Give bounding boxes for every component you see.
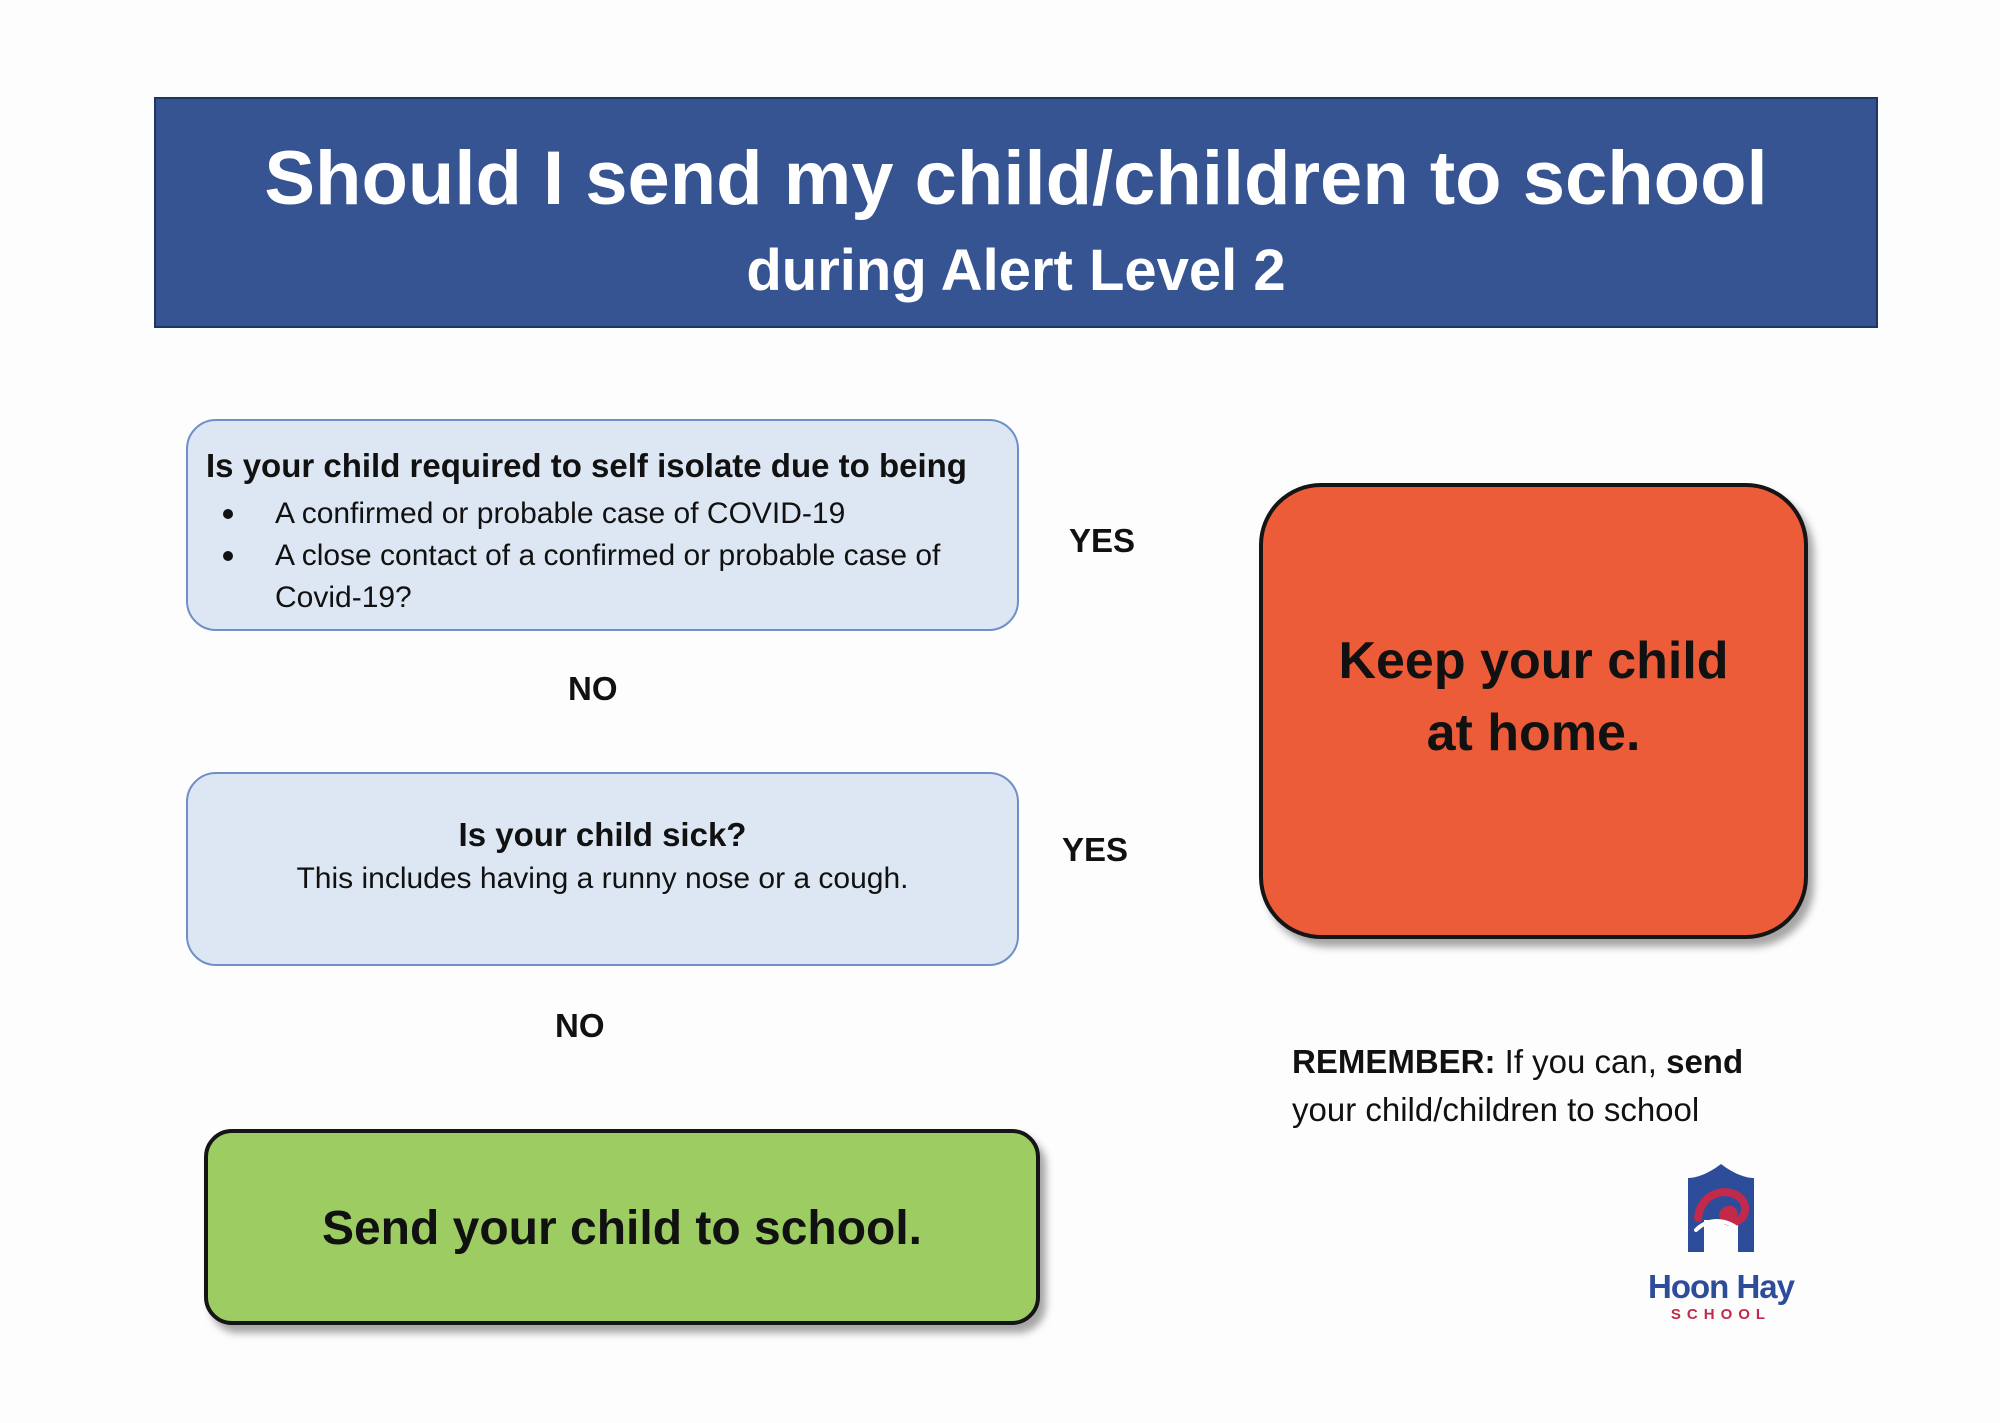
outcome-send-school-text: Send your child to school.	[321, 1202, 923, 1255]
logo-subtitle: SCHOOL	[1670, 1306, 1772, 1323]
page-title: Should I send my child/children to school	[264, 136, 1768, 221]
bullet-icon	[223, 551, 233, 561]
question-sick-title: Is your child sick?	[458, 816, 747, 853]
remember-lead: REMEMBER:	[1292, 1043, 1496, 1080]
title-banner	[154, 97, 1878, 328]
bullet-icon	[223, 509, 233, 519]
list-item	[208, 493, 965, 535]
outcome-send-school-box	[204, 1129, 1040, 1325]
remember-note	[1292, 1038, 1812, 1134]
outcome-keep-home-line1: Keep your child	[1338, 632, 1729, 690]
question-self-isolate-list	[208, 493, 965, 619]
logo-emblem-icon	[1636, 1160, 1806, 1265]
bullet-text: A confirmed or probable case of COVID-19	[275, 497, 846, 530]
outcome-keep-home-box	[1259, 483, 1808, 939]
school-logo	[1636, 1160, 1806, 1340]
question-sick-box	[186, 772, 1019, 966]
logo-name: Hoon Hay	[1647, 1268, 1794, 1305]
outcome-keep-home-line2: at home.	[1426, 704, 1641, 762]
list-item	[208, 535, 965, 619]
yes-label-2: YES	[1062, 831, 1129, 868]
question-sick-subtitle: This includes having a runny nose or a cough.	[296, 862, 909, 895]
remember-text-2: your child/children to school	[1292, 1091, 1700, 1128]
outcome-keep-home-text	[1263, 625, 1804, 769]
remember-bold: send	[1666, 1043, 1744, 1080]
remember-text-1: If you can,	[1495, 1043, 1667, 1080]
no-label-1: NO	[568, 670, 618, 707]
no-label-2: NO	[555, 1007, 605, 1044]
page-subtitle: during Alert Level 2	[746, 238, 1286, 303]
yes-label-1: YES	[1069, 522, 1136, 559]
question-self-isolate-box	[186, 419, 1019, 631]
bullet-text: A close contact of a confirmed or probable case of Covid-19?	[275, 539, 941, 614]
question-self-isolate-title: Is your child required to self isolate due to being	[206, 447, 967, 484]
